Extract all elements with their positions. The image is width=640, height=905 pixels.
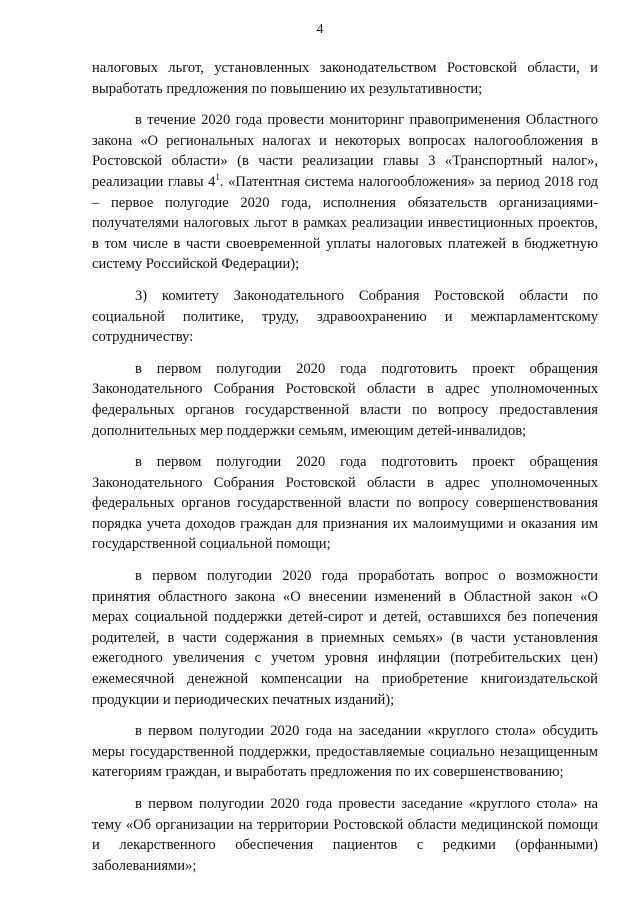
paragraph-orphans-law: в первом полугодии 2020 года проработать вопрос о возможности принятия областного закона «О внесении изменений в Областной закон «О мерах социальной поддержки детей-сирот и детей, оставшихся без попечения родителей, в части содержания в приемных семьях» (в части установления ежегодного увеличения с учетом уровня инфляции (потребительских цен) ежемесячной денежной компенсации на приобретение книгоиздательской продукции и периодических печатных изданий); bbox=[92, 568, 598, 708]
paragraph-text-after-superscript: . «Патентная система налогообложения» за период 2018 год – первое полугодие 2020 года, исполнения обязательств организациями-получателями налоговых льгот в рамках реализации инвестиционных проектов, в том числе в части своевременной уплаты налоговых платежей в бюджетную систему Российской Федерации); bbox=[92, 173, 598, 273]
page-number: 4 bbox=[316, 22, 324, 37]
paragraph-income-accounting: в первом полугодии 2020 года подготовить проект обращения Законодательного Собрания Ростовской области в адрес уполномоченных федеральных органов государственной власти по вопросу совершенствования порядка учета доходов граждан для признания их малоимущими и оказания им государственной социальной помощи; bbox=[92, 454, 598, 553]
document-body bbox=[92, 58, 598, 887]
paragraph-social-committee: 3) комитету Законодательного Собрания Ростовской области по социальной политике, труду, здравоохранению и межпарламентскому сотрудничеству: bbox=[92, 287, 598, 346]
paragraph-round-table-support: в первом полугодии 2020 года на заседании «круглого стола» обсудить меры государственной поддержки, предоставляемые социально незащищенным категориям граждан, и выработать предложения по их совершенствованию; bbox=[92, 723, 598, 781]
paragraph-text-before-superscript: в течение 2020 года провести мониторинг правоприменения Областного закона «О региональных налогах и некоторых вопросах налогообложения в Ростовской области» (в части реализации главы 3 «Транспортный налог», реализации главы 4 bbox=[92, 112, 598, 190]
paragraph-round-table-orphan-diseases: в первом полугодии 2020 года провести заседание «круглого стола» на тему «Об организации на территории Ростовской области медицинской помощи и лекарственного обеспечения пациентов с редкими (орфанными) заболеваниями»; bbox=[92, 796, 598, 874]
paragraph-disabled-children-support: в первом полугодии 2020 года подготовить проект обращения Законодательного Собрания Ростовской области в адрес уполномоченных федеральных органов государственной власти по вопросу предоставления дополнительных мер поддержки семьям, имеющим детей-инвалидов; bbox=[92, 360, 598, 439]
chapter-superscript: 1 bbox=[215, 171, 220, 182]
paragraph-tax-benefits-end: налоговых льгот, установленных законодательством Ростовской области, и выработать предложения по повышению их результативности; bbox=[92, 60, 598, 97]
paragraph-monitoring-tax-law bbox=[92, 110, 598, 275]
